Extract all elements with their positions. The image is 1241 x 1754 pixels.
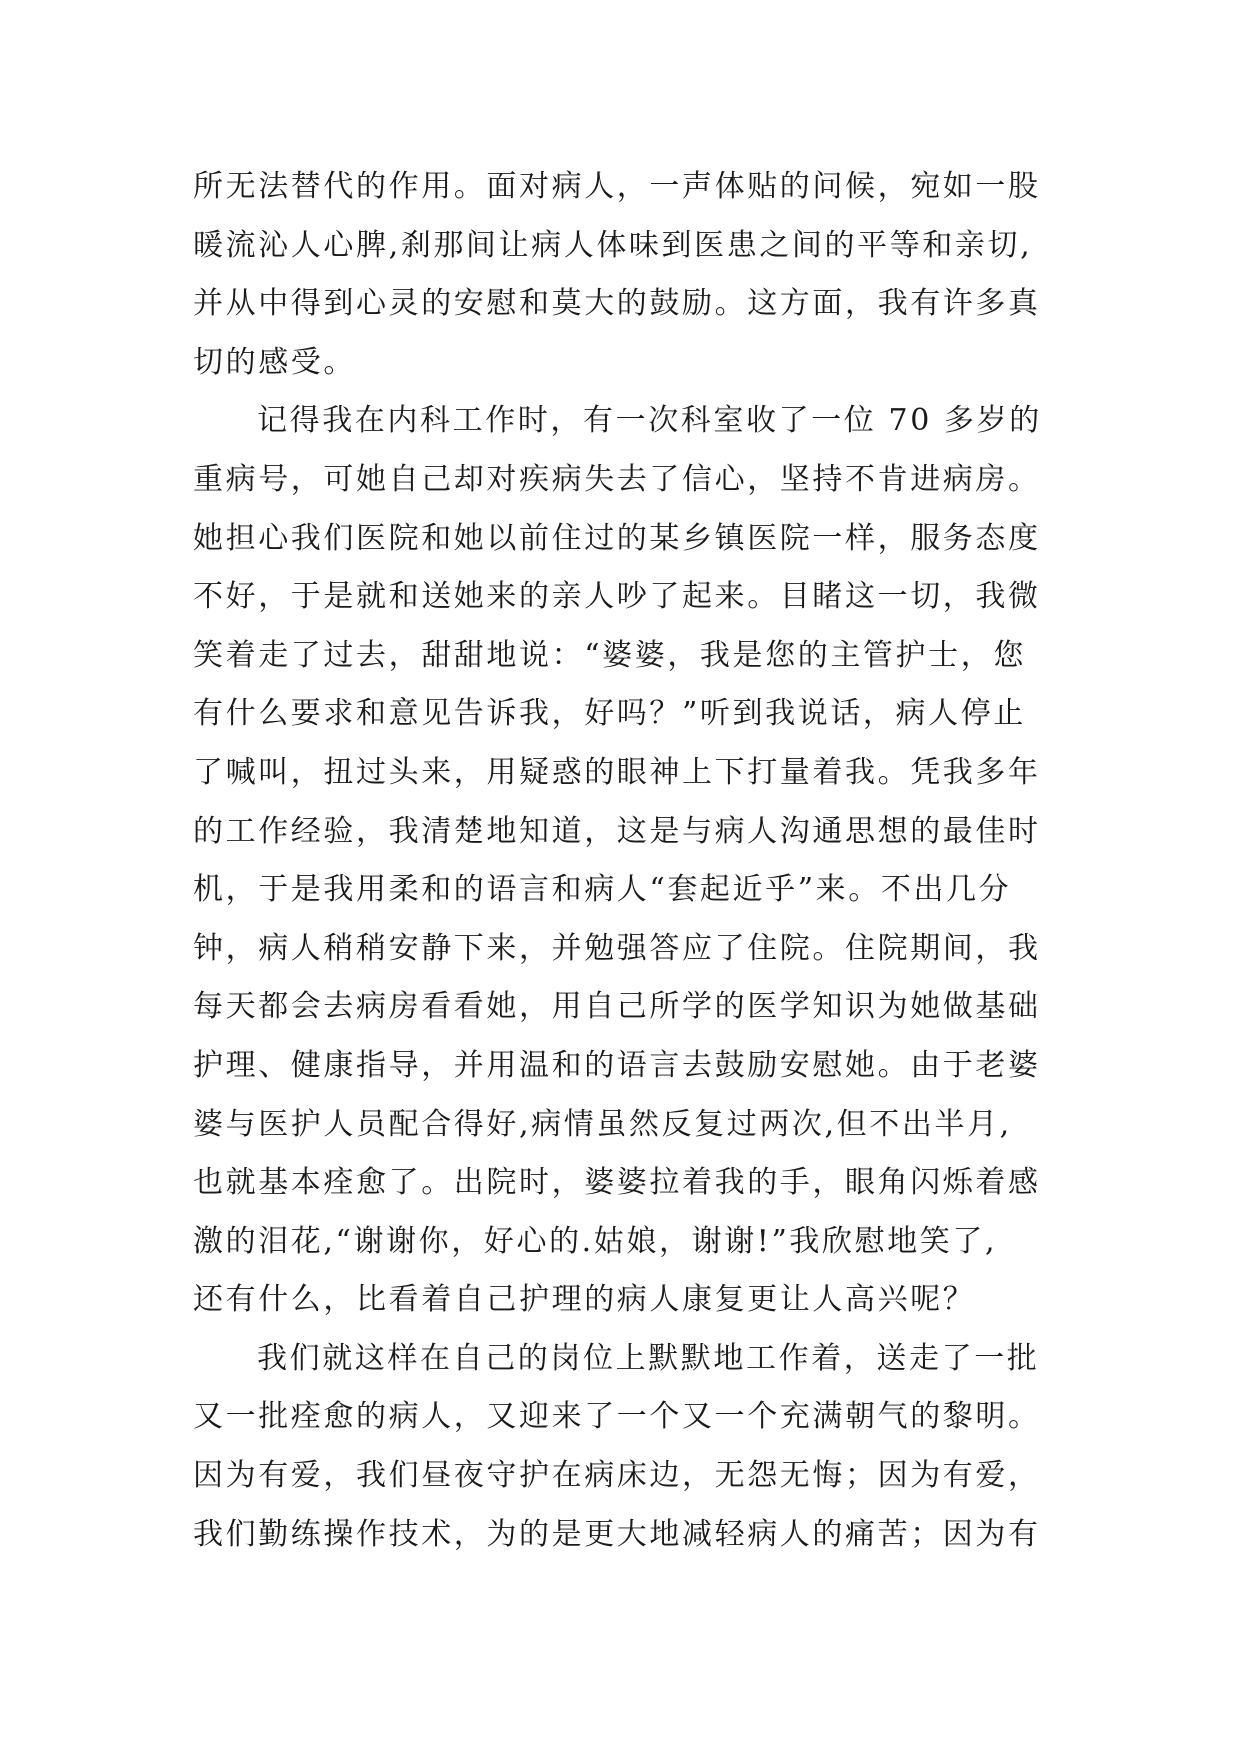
- text-line: 记得我在内科工作时，有一次科室收了一位 70 多岁的: [257, 403, 1042, 439]
- text-line: 她担心我们医院和她以前住过的某乡镇医院一样，服务态度: [193, 520, 1041, 556]
- text-line: 因为有爱，我们昼夜守护在病床边，无怨无悔；因为有爱，: [193, 1458, 1041, 1494]
- text-line: 所无法替代的作用。面对病人，一声体贴的问候，宛如一股: [193, 169, 1041, 204]
- text-line: 又一批痊愈的病人，又迎来了一个又一个充满朝气的黎明。: [193, 1399, 1041, 1435]
- text-line: 不好，于是就和送她来的亲人吵了起来。目睹这一切，我微: [193, 579, 1041, 615]
- text-line: 机，于是我用柔和的语言和病人“套起近乎”来。不出几分: [193, 872, 1012, 908]
- text-line: 护理、健康指导，并用温和的语言去鼓励安慰她。由于老婆: [193, 1047, 1041, 1083]
- text-line: 钟，病人稍稍安静下来，并勉强答应了住院。住院期间，我: [193, 930, 1041, 966]
- text-line: 笑着走了过去，甜甜地说：“婆婆，我是您的主管护士，您: [193, 637, 1026, 673]
- text-line: 我们就这样在自己的岗位上默默地工作着，送走了一批: [257, 1340, 1040, 1376]
- text-line: 激的泪花,“谢谢你，好心的.姑娘，谢谢!”我欣慰地笑了,: [193, 1223, 998, 1259]
- text-line: 有什么要求和意见告诉我，好吗？”听到我说话，病人停止: [193, 696, 1026, 732]
- body-text: [193, 158, 1073, 1564]
- text-line: 的工作经验，我清楚地知道，这是与病人沟通思想的最佳时: [193, 813, 1041, 849]
- text-line: 婆与医护人员配合得好,病情虽然反复过两次,但不出半月,: [193, 1106, 1012, 1142]
- text-line: 每天都会去病房看看她，用自己所学的医学知识为她做基础: [193, 989, 1041, 1025]
- text-line: 暖流沁人心脾,刹那间让病人体味到医患之间的平等和亲切,: [193, 227, 1033, 263]
- text-line: 并从中得到心灵的安慰和莫大的鼓励。这方面，我有许多真: [193, 286, 1041, 322]
- text-line: 也就基本痊愈了。出院时，婆婆拉着我的手，眼角闪烁着感: [193, 1165, 1041, 1201]
- text-line: 切的感受。: [193, 344, 356, 380]
- text-line: 重病号，可她自己却对疾病失去了信心，坚持不肯进病房。: [193, 461, 1041, 497]
- text-line: 还有什么，比看着自己护理的病人康复更让人高兴呢？: [193, 1282, 976, 1318]
- text-line: 了喊叫，扭过头来，用疑惑的眼神上下打量着我。凭我多年: [193, 754, 1041, 790]
- text-line: 我们勤练操作技术，为的是更大地减轻病人的痛苦；因为有: [193, 1516, 1041, 1552]
